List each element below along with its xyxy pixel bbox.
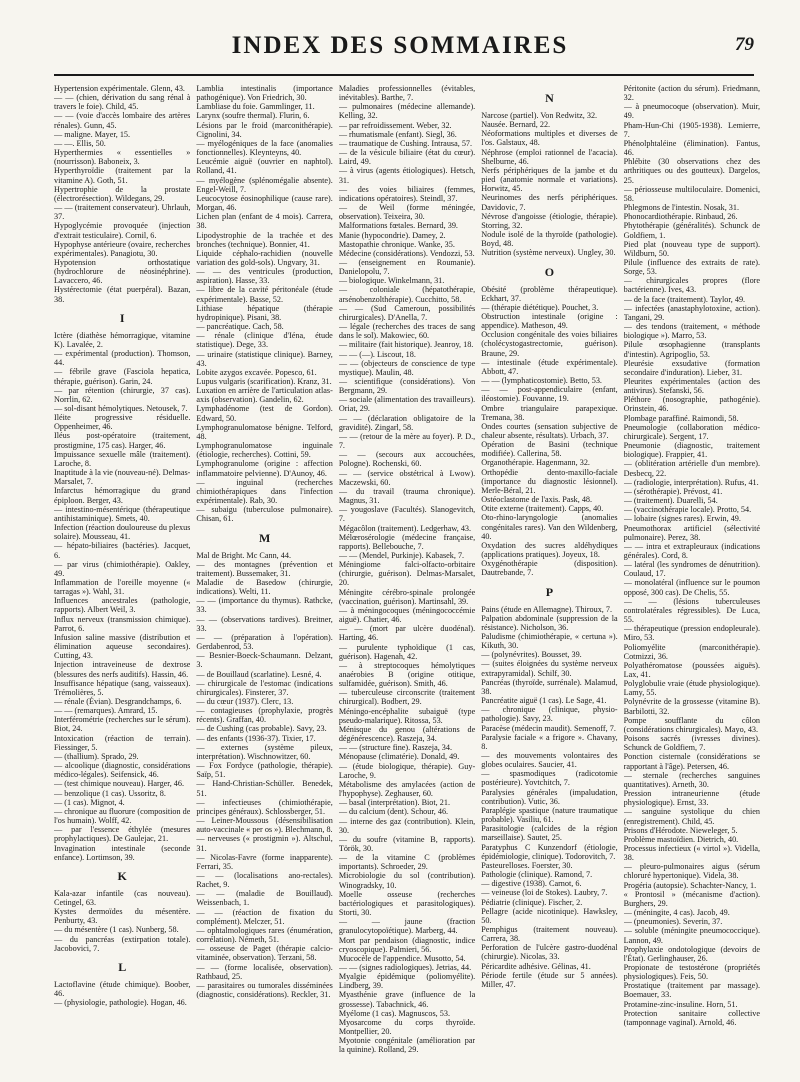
section-letter: L <box>118 959 127 974</box>
index-column-5 <box>624 84 760 1076</box>
index-entries: Lactoflavine (étude chimique). Boober, 46. — (physiologie, pathologie). Hogan, 46. <box>54 979 191 1008</box>
section-letter: M <box>258 530 271 545</box>
header-rule <box>54 74 754 76</box>
index-entries: Hypertension expérimentale. Glenn, 43. — — (chien, dérivation du sang rénal à travers le foie). Child, 45. — — (voie d'accès lombaire des artères rénales). Gunn, 45. — maligne. Mayer, 15. — —. Ellis, 50. Hyperthermies « essentielles » (nourrisson). Baboneix, 3. Hyperthyroïdie (traitement par la vitamine A). Goth, 51. Hypertrophie de la prostate (électrorésection). Wildegans, 29. — — (traitement conservateur). Uhrlauh, 37. Hypoglycémie provoquée (injection d'extrait testiculaire). Cornil, 6. Hypophyse antérieure (ovaire, recherches expérimentales). Panagiotu, 30. Hypotension orthostatique (hydrochlorure de néosinéphrine). Lavaccero, 46. Hystérectomie (état puerpéral). Bazan, 38. <box>54 84 191 304</box>
index-entries: Mal de Bright. Mc Cann, 44. — des montagnes (prévention et traitement). Bussemaker, 31. Maladie de Basedow (chirurgie, indications). Welti, 11. — — (importance du thymus). Rathcke, 33. — — (observations tardives). Breitner, 33. — — (préparation à l'opération). Gerdabenrod, 53. — Besnier-Boeck-Schaumann. Delzant, 3. — de Bouillaud (scarlatine). Lesné, 4. — chirurgicale de l'estomac (indications chirurgicales). Finsterer, 37. — du cœur (1937). Clerc, 13. — contagieuses (prophylaxie, progrès récents). Graffan, 40. — de Cushing (cas probable). Savy, 23. — des enfants (1936-37). Tixier, 17. — externes (système pileux, interprétation). Wischnowitzer, 60. — Fox Fordyce (pathologie, thérapie). Saïp, 51. — Hand-Christian-Schüller. Benedek, 51. — infectieuses (chimiothérapie, principes généraux). Schlossberger, 51. — Leiner-Moussous (désensibilisation auto-vaccinale « per os »). Blechmann, 8. — nerveuses (« prostigmin »). Altschul, 31. — Nicolas-Favre (forme inapparente). Ferrari, 35. — — (localisations ano-rectales). Rachet, 9. — — (maladie de Bouillaud). Weissenbach, 1. — — (réaction de fixation du complément). Melczer, 51. — ophtalmologiques rares (énumération, corrélation). Németh, 51. — osseuse de Paget (thérapie calcio-vitaminée, observation). Terzani, 58. — — (forme localisée, observation). Rathbaud, 25. — parasitaires ou tumorales disséminées (diagnostic, considérations). Reckler, 31. <box>196 550 333 999</box>
index-entries: Péritonite (action du sérum). Friedmann, 32. — à pneumocoque (observation). Muir, 49. Pham-Hun-Chi (1905-1938). Lemierre, 7. Phénolphtaléine (élimination). Fantus, 46. Phlébite (30 observations chez des arthritiques ou des goutteux). Dargelos, 25. — périosseuse multiloculaire. Domenici, 58. Phlegmons de l'intestin. Nosak, 31. Phonocardiothérapie. Rinbaud, 26. Phytothérapie (généralités). Schunck de Goldfiem, 1. Pied plat (nouveau type de support). Wildburn, 50. Pilule (influence des extraits de rate). Sorge, 53. — chirurgicales propres (flore bactérienne). Ives, 43. — de la face (traitement). Taylor, 49. — infectées (anastaphylotoxine, action). Tangani, 29. — des tendons (traitement, « méthode biologique »). Marro, 53. Pilule œsophagienne (transplants d'intestin). Agripoglio, 53. Pleurésie exsudative (formation secondaire d'induration). Lieber, 31. Pleurites expérimentales (action des antivirus). Stefanski, 56. Pléthore (nosographie, pathogénie). Orinstein, 46. Plombage paraffiné. Raimondi, 58. Pneumologie (collaboration médico-chirurgicale). Sergent, 17. Pneumonie (diagnostic, traitement biologique). Frappier, 41. — (oblitération artérielle d'un membre). Desbecq, 22. — (radiologie, interprétation). Rufus, 41. — (sérothérapie). Prévost, 41. — (traitement). Duarelli, 54. — (vaccinothérapie locale). Protto, 54. — lobaire (signes rares). Erwin, 49. Pneumothorax artificiel (sélectivité pulmonaire). Perez, 38. — — intra et extrapleuraux (indications générales). Cord, 8. — latéral (les syndromes de dénutrition). Coulaud, 17. — monolatéral (influence sur le poumon opposé, 300 cas). De Chelis, 55. — — (lésions tuberculeuses controlatérales régressibles). De Luca, 55. — thérapeutique (pression endopleurale). Miro, 53. Poliomyélite (marconithérapie). Cotmizzi, 36. Polyathéromatose (poussées aiguës). Lax, 41. Polyglobulie vraie (étude physiologique). Lamy, 55. Polynévrite de la grossesse (vitamine B). Barbilotti, 32. Pompe soufflante du côlon (considérations chirurgicales). Mayo, 43. Poisons sacrés (ivresses divines). Schunck de Goldfiem, 7. Ponction cisternale (considérations se rapportant à l'âge). Petersen, 46. — sternale (recherches sanguines quantitatives). Arneth, 30. Pression intraneurienne (étude physiologique). Ernst, 33. — sanguine systolique du chien (enregistrement). Child, 45. Prisons d'Hérodote. Nieweleger, 5. Problème mastoïdien. Dietrich, 40. Processus infectieux (« virtol »). Vidella, 38. — pleuro-pulmonaires aigus (sérum chloruré hypertonique). Videla, 38. Progéria (autopsie). Schachter-Nancy, 1. « Prontosil » (mécanisme d'action). Burghers, 29. — (méningite, 4 cas). Jacob, 49. — (pneumonies). Severin, 37. — soluble (méningite pneumococcique). Lannon, 49. Prophylaxie ondotologique (devoirs de l'État). Gerlinghauser, 26. Propionate de testostérone (propriétés physiologiques). Feis, 50. Prostatique (traitement par massage). Boemauer, 33. Protamine-zinc-insuline. Horn, 51. Protection sanitaire collective (tamponnage vaginal). Arnold, 46. <box>623 84 761 1027</box>
index-entries: Lamblia intestinalis (importance pathogénique). Von Friedrich, 30. Lambliase du foie. Gammlinger, 11. Larynx (soufre thermal). Flurin, 6. Lésions par le froid (marconithérapie). Cignolini, 34. — myélogéniques de la face (anomalies fonctionnelles). Kleynteyns, 40. Leucémie aiguë (ouvrier en naphtol). Rolland, 41. — myélogène (splénomégalie absente). Engel-Weill, 7. Leucocytose éosinophilique (cause rare). Morgan, 46. Lichen plan (enfant de 4 mois). Carrera, 38. Lipodystrophie de la trachée et des bronches (technique). Bonnier, 41. Liquide céphalo-rachidien (nouvelle variation des gold-sols). Ungvary, 31. — — des ventricules (production, aspiration). Hasse, 33. — libre de la cavité péritonéale (étude expérimentale). Basse, 52. Lithiase hépatique (thérapie hydropinique). Pisani, 38. — pancréatique. Cach, 58. — rénale (clinique d'Iéna, étude statistique). Dege, 33. — urinaire (statistique clinique). Barney, 43. Lobite azygos excavée. Popesco, 61. Lupus vulgaris (scarification). Kranz, 31. Luxation en arrière de l'articulation atlas-axis (observation). Gandelin, 62. Lymphadénome (test de Gordon). Edward, 50. Lymphogranulomatose bénigne. Telford, 48. Lymphogranulomatose inguinale (étiologie, recherches). Cottini, 59. Lymphogranulome (origine : affection inflammatoire pelvienne). D'Aunoy, 46. — inguinal (recherches chimiothérapiques dans l'infection expérimentale). Rab, 30. — subaigu (tuberculose pulmonaire). Chisan, 61. <box>196 84 333 524</box>
section-letter: K <box>117 868 127 883</box>
index-column-2 <box>196 84 332 1076</box>
index-column-4 <box>481 84 617 1076</box>
index-entries: Pains (étude en Allemagne). Thiroux, 7. Palpation abdominale (suppression de la résistance). Nicholson, 36. Paludisme (chimiothérapie, « certuna »). Kikuth, 30. — (polynévrites). Bousset, 39. — (suites éloignées du système nerveux extrapyramidal). Schilf, 30. Pancréas (thyroïde, surrénale). Malamud, 38. Pancréatite aiguë (1 cas). Le Sage, 41. — chronique (clinique, physio-pathologie). Savy, 23. Paracèse (médecin maudit). Semenoff, 7. Paralysie faciale « a frigore ». Chavany, 8. — des mouvements volontaires des globes oculaires. Saucier, 41. — spasmodiques (radicotomie postérieure). Yovtchitch, 7. Paralysies générales (impaludation, contribution). Vutic, 36. Paraplégie spastique (nature traumatique probable). Vasiliu, 61. Parasitologie (calcides de la région marseillaise). Sautet, 25. Paratyphus C Kunzendorf (étiologie, épidémiologie, clinique). Todorovitch, 7. Pasteurelloses. Foerster, 30. Pathologie (clinique). Ramond, 7. — digestive (1938). Carnot, 6. — veineuse (loi de Stokes). Laubry, 7. Pédiatrie (clinique). Fischer, 2. Pellagre (acide nicotinique). Hawksley, 50. Pemphigus (traitement nouveau). Carrera, 38. Perforation de l'ulcère gastro-duodénal (chirurgie). Nicolas, 33. Péricardite adhésive. Gélinas, 41. Période fertile (étude sur 5 années). Miller, 47. <box>481 604 618 989</box>
index-entries: Narcose (partiel). Von Redwitz, 32. Nausée. Bernard, 22. Néoformations multiples et diverses de l'os. Galstaux, 48. Néphrose (emploi rationnel de l'acacia). Shelburne, 46. Nerfs périphériques de la jambe et du pied (anatomie normale et variations). Horwitz, 45. Neurinomes des nerfs périphériques. Davidovic, 7. Névrose d'angoisse (étiologie, thérapie). Storring, 32. Nodule isolé de la thyroïde (pathologie). Boyd, 48. Nutrition (système nerveux). Ungley, 30. <box>481 111 618 258</box>
page-header <box>0 0 800 80</box>
index-entries: Obésité (problème thérapeutique). Eckhart, 37. — (thérapie diététique). Pouchet, 3. Obstruction intestinale (origine : appendice). Matheson, 49. Occlusion congénitale des voies biliaires (cholécystogastrectomie, guérison). Braune, 29. — intestinale (étude expérimentale). Abbott, 47. — — (lymphaticostomie). Betto, 53. — — post-appendiculaire (enfant, iléostomie). Fouvanne, 19. Ombre triangulaire parapexique. Tremana, 38. Ondes courtes (sensation subjective de chaleur absente, résultats). Urbach, 37. Opération de Basini (technique modifiée). Callerina, 58. Organothérapie. Hagenmann, 32. Orthopédie dento-maxillo-faciale (importance du diagnostic lésionnel). Merle-Béral, 21. Ostéoclastome de l'axis. Pask, 48. Otite externe (traitement). Capps, 40. Oto-rhino-laryngologie (anomalies congénitales rares). Van den Wildenberg, 40. Oxydation des sucres aldéhydiques (applications pratiques). Joyeux, 18. Oxygénothérapie (disposition). Dautrebande, 7. <box>481 284 618 578</box>
section-letter: N <box>545 91 554 105</box>
section-letter: P <box>545 584 554 599</box>
page-title: INDEX DES SOMMAIRES <box>231 32 569 59</box>
index-entries: Kala-azar infantile (cas nouveau). Cetingel, 63. Kystes dermoïdes du mésentère. Penburty, 43. — du mésentère (1 cas). Nunberg, 58. — du pancréas (extirpation totale). Jacobovici, 7. <box>54 888 191 953</box>
index-entries: Ictère (diathèse hémorragique, vitamine K). Lavalée, 2. — expérimental (production). Thomson, 44. — fébrile grave (Fasciola hepatica, thérapie, guérison). Garin, 24. — par rétention (chirurgie, 37 cas). Norrlin, 62. — sol-disant hémolytiques. Netousek, 7. Iléite progressive résiduelle. Oppenheimer, 46. Iléus post-opératoire (traitement, prostigmine, 175 cas). Harger, 46. Impuissance sexuelle mâle (traitement). Laroche, 8. Inaptitude à la vie (nouveau-né). Delmas-Marsalet, 7. Infarctus hémorragique du grand épiploon. Berger, 43. — intestino-mésentérique (thérapeutique antihistaminique). Smets, 40. Infection (réaction douloureuse du plexus solaire). Mousseau, 41. — hépato-biliaires (bactéries). Jacquet, 6. — par virus (chimiothérapie). Oakley, 49. Inflammation de l'oreille moyenne (« tarragas »). Wahl, 31. Influences ancestrales (pathologie, rapports). Albert Weil, 3. Influx nerveux (transmission chimique). Parrot, 6. Infusion saline massive (distribution et élimination aqueuse secondaires). Cutting, 43. Injection intraveineuse de dextrose (blessures des nerfs auditifs). Hassin, 46. Insuffisance hépatique (sang, vaisseaux). Trémolières, 5. — rénale (Évian). Desgrandchamps, 6. — — (remarques). Amrard, 15. Interférométrie (recherches sur le sérum). Biot, 24. Intoxication (réaction de terrain). Fiessinger, 5. — (thallium). Sprado, 29. — alcoolique (diagnostic, considérations médico-légales). Seifensick, 46. — (test chimique nouveau). Harger, 46. — benzolique (1 cas). Ussoritz, 8. — (1 cas). Mignot, 4. — chronique au fluorure (composition de l'os humain). Wolff, 42. — par l'essence éthylée (mesures prophylactiques). De Gaulejac, 21. Invagination intestinale (seconde enfance). Lortimson, 39. <box>54 330 191 862</box>
page-number: 79 <box>735 34 754 55</box>
section-letter: O <box>544 264 555 279</box>
index-column-3 <box>339 84 475 1076</box>
index-column-1 <box>54 84 190 1076</box>
index-entries: Maladies professionnelles (évitables, inévitables). Barthe, 7. — pulmonaires (médecine allemande). Kelling, 32. — par refroidissement. Weber, 32. — rhumatismale (enfant). Siegl, 36. — traumatique de Cushing. Intrausa, 57. — de la vésicule biliaire (état du cœur). Laird, 49. — à virus (agents étiologiques). Hetsch, 31. — des voies biliaires (femmes, indications opératoires). Steindl, 37. — de Weil (forme méningée, observation). Teixeira, 30. Malformations fœtales. Bernard, 39. Manie (hypocondrie). Damey, 2. Mastopathie chronique. Wanke, 35. Médecine (considérations). Vendozzi, 53. — (enseignement en Roumanie). Danielopolu, 7. — biologique. Winkelmann, 31. — coloniale (hépatothérapie, arsénobenzolthérapie). Cucchitto, 58. — — (Sud Cameroun, possibilités chirurgicales). D'Anella, 7. — légale (recherches des traces de sang dans le sol). Makowiec, 60. — militaire (fait historique). Jeanroy, 18. — — (—). Liscout, 18. — — (objecteurs de conscience de type mystique). Maulin, 48. — scientifique (considérations). Von Bergmann, 29. — sociale (alimentation des travailleurs). Oriat, 29. — — (déclaration obligatoire de la gravidité). Zingarl, 58. — — (retour de la mère au foyer). P. D., 7. — — (secours aux accouchées, Pologne). Rochenski, 60. — — (service obstétrical à Lwow). Maczewski, 60. — du travail (trauma chronique). Magnus, 31. — yougoslave (Facultés). Slanogevitch, 7. Mégacôlon (traitement). Ledgerhaw, 43. Mélœrosérologie (médecine française, rapports). Bellebouche, 7. — — (Mendel, Purkinje). Kabasek, 7. Méningiome falci-olfacto-orbitaire (chirurgie, guérison). Delmas-Marsalet, 20. Méningite cérébro-spinale prolongée (vaccination, guérison). Martinsahl, 39. — à méningocoques (méningococcémie aiguë). Chatier, 46. — — (mort par ulcère duodénal). Harting, 46. — purulente typhoïdique (1 cas, guérison). Hagenah, 42. — à streptocoques hémolytiques anaérobies B (origine otitique, sulfamidée, guérison). Smith, 46. — tuberculeuse circonscrite (traitement chirurgical). Bodbert, 29. Méningo-encéphalite subaiguë (type pseudo-malarique). Ritossa, 53. Ménisque du genou (altérations de dégénérescence). Raszeja, 34. — — (structure fine). Raszeja, 34. Ménopause (climatérie). Donald, 49. — (étude biologique, thérapie). Guy-Laroche, 9. Métabolisme des amylacées (action de l'hypophyse). Zeghauser, 60. — basal (interprétation). Biot, 21. — du calcium (dent). Schour, 46. — interne des gaz (contribution). Klein, 30. — du soufre (vitamine B, rapports). Török, 30. — de la vitamine C (problèmes importants). Schroeder, 29. Microbiologie du sol (contribution). Winogradsky, 10. Moelle osseuse (recherches bactériologiques et parasitologiques). Storti, 30. — — jaune (fraction granulocytopoïétique). Marberg, 44. Mort par pendaison (diagnostic, indice cryoscopique). Palmieri, 56. Mucocèle de l'appendice. Musotto, 54. — — (signes radiologiques). Jetrias, 44. Myalgie épidémique (poliomyélite). Lindberg, 39. Myasthénie grave (influence de la grossesse). Tabachnick, 46. Myélome (1 cas). Magnuscos, 53. Myosarcome du corps thyroïde. Montpellier, 20. Myotonie congénitale (amélioration par la quinine). Rolland, 29. <box>338 84 476 1055</box>
section-letter: I <box>119 310 125 325</box>
index-columns <box>54 84 760 1076</box>
